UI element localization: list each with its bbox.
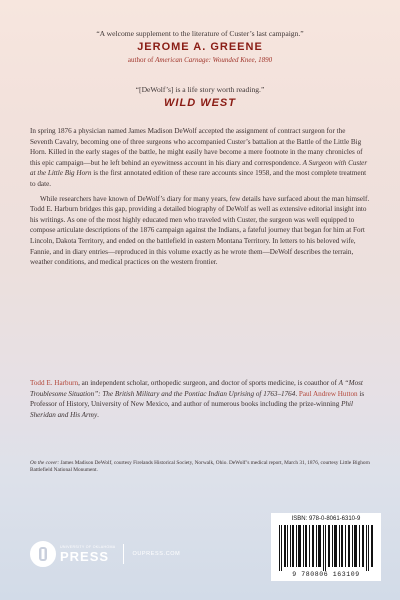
- endorser-attribution: [0, 56, 400, 64]
- attribution-prefix: author of: [127, 56, 156, 64]
- bios: [30, 378, 370, 420]
- cover-credit-text: James Madison DeWolf, courtesy Firelands Historical Society, Norwalk, Ohio. DeWolf’s medical report, March 31, 1876, courtesy Little Bighorn Battlefield National Monument.: [30, 460, 370, 474]
- endorser-name-1: JEROME A. GREENE: [137, 41, 263, 53]
- isbn-text: ISBN: 978-0-8061-6310-9: [291, 516, 361, 522]
- endorser-name-2: WILD WEST: [164, 97, 236, 109]
- barcode-digits: 9 780806 163109: [292, 571, 360, 578]
- publisher-university: UNIVERSITY OF OKLAHOMA: [60, 544, 116, 549]
- barcode-icon: [277, 525, 375, 571]
- cover-credit-label: On the cover:: [30, 460, 60, 466]
- cover-credit: [30, 460, 375, 474]
- ou-logo-icon: [30, 541, 56, 567]
- bios-paragraph: [30, 378, 370, 420]
- attribution-book-title: American Carnage: Wounded Knee, 1890: [155, 56, 273, 64]
- paragraph-1-text-a: In spring 1876 a physician named James Madison DeWolf accepted the assignment of contract surgeon for the Seventh Cavalry, becoming one of three surgeons who accompanied Custer’s battalion at the Battle of the Little Big Horn. Killed in the early stages of the battle, he might easily have become a mere footnote in the many chronicles of this epic campaign—but he left behind an eyewitness account in his diary and correspondence.: [30, 127, 363, 167]
- endorsement-quote-1: “A welcome supplement to the literature of Custer’s last campaign.”: [96, 29, 304, 38]
- publisher-press: PRESS: [60, 548, 110, 564]
- logo-divider: [123, 544, 124, 564]
- paragraph-1-text-b: is the first annotated edition of these rare accounts since 1958, and the most complete treatment to date.: [30, 169, 367, 188]
- editor-bio-end: .: [97, 410, 99, 419]
- editor-bio: is Professor of History, University of New Mexico, and author of numerous books including the prize-winning: [30, 389, 365, 409]
- publisher-website: OUPRESS.COM: [132, 551, 181, 557]
- editor-name: Paul Andrew Hutton: [298, 389, 358, 398]
- book-description: [30, 126, 370, 268]
- author-bio-a: , an independent scholar, orthopedic surgeon, and doctor of sports medicine, is coauthor of: [78, 379, 339, 387]
- author-bio-b: .: [295, 389, 299, 398]
- barcode-box: [271, 513, 381, 581]
- endorsement-quote-2: “[DeWolf’s] is a life story worth reading.”: [135, 85, 265, 94]
- publisher-name: [60, 545, 115, 564]
- description-paragraph-2: While researchers have known of DeWolf’s diary for many years, few details have surfaced about the man himself. Todd E. Harburn bridges this gap, providing a detailed biography of DeWolf as well as extensive editorial insight into his writings. As one of the most highly educated men who traveled with Custer, the surgeon was well equipped to compose articulate descriptions of the 1876 campaign against the Indians, a fateful journey that began for him at Fort Lincoln, Dakota Territory, and ended on the battlefield in eastern Montana Territory. In letters to his beloved wife, Fannie, and in diary entries—reproduced in this volume exactly as he wrote them—DeWolf describes the terrain, weather conditions, and medical practices on the western frontier.: [30, 194, 370, 267]
- book-title: A Surgeon with Custer at the Little Big Horn: [30, 158, 368, 178]
- author-name: Todd E. Harburn: [30, 379, 79, 387]
- description-paragraph-1: [30, 126, 370, 190]
- author-book-title: A “Most Troublesome Situation”: The British Military and the Pontiac Indian Uprising of 1763–1764: [30, 379, 363, 398]
- publisher-logo: [30, 541, 180, 567]
- editor-book-title: Phil Sheridan and His Army: [30, 400, 353, 419]
